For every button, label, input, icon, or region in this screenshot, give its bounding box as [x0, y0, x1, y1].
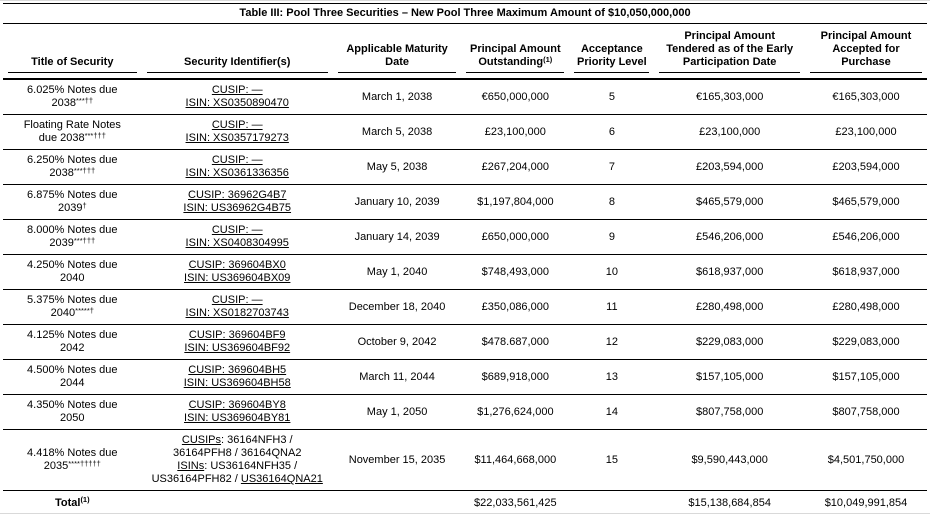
outstanding-cell: €650,000,000 [461, 79, 569, 115]
security-row [3, 325, 927, 360]
total-label-cell: Total$^{(1)}$ [3, 491, 142, 514]
column-header-1 [3, 24, 142, 79]
security-title-cell: 4.125% Notes due 2042 [3, 325, 142, 360]
column-header-label: Principal Amount Tendered as of the Early Participation Date [659, 30, 800, 73]
accepted-cell: £280,498,000 [805, 290, 927, 325]
security-row [3, 360, 927, 395]
identifier-cell: CUSIP: — ISIN: XS0361336356 [142, 150, 333, 185]
outstanding-cell: $478.687,000 [461, 325, 569, 360]
identifier-cell: CUSIP: — ISIN: XS0350890470 [142, 79, 333, 115]
column-header-label: Acceptance Priority Level [574, 43, 649, 73]
tendered-cell: $618,937,000 [654, 255, 805, 290]
security-title-cell: 4.500% Notes due 2044 [3, 360, 142, 395]
total-tendered-cell: $15,138,684,854 [654, 491, 805, 514]
identifier-cell: CUSIP: — ISIN: XS0408304995 [142, 220, 333, 255]
priority-cell: 15 [569, 430, 654, 491]
priority-cell: 10 [569, 255, 654, 290]
security-title-cell: 6.025% Notes due 2038***†† [3, 79, 142, 115]
securities-table [3, 24, 927, 514]
identifier-cell: CUSIP: 369604BF9 ISIN: US369604BF92 [142, 325, 333, 360]
outstanding-cell: $689,918,000 [461, 360, 569, 395]
column-header-4 [461, 24, 569, 79]
accepted-cell: $229,083,000 [805, 325, 927, 360]
column-header-label: Principal Amount Accepted for Purchase [810, 30, 922, 73]
outstanding-cell: £267,204,000 [461, 150, 569, 185]
security-title-cell: Floating Rate Notes due 2038***††† [3, 115, 142, 150]
accepted-cell: €165,303,000 [805, 79, 927, 115]
outstanding-cell: £23,100,000 [461, 115, 569, 150]
tendered-cell: $229,083,000 [654, 325, 805, 360]
column-header-7 [805, 24, 927, 79]
total-identifier-cell [142, 491, 333, 514]
table-body [3, 79, 927, 514]
tendered-cell: £280,498,000 [654, 290, 805, 325]
total-accepted-cell: $10,049,991,854 [805, 491, 927, 514]
maturity-cell: March 5, 2038 [333, 115, 461, 150]
priority-cell: 7 [569, 150, 654, 185]
security-row [3, 79, 927, 115]
identifier-cell: CUSIP: 369604BY8 ISIN: US369604BY81 [142, 395, 333, 430]
total-maturity-cell [333, 491, 461, 514]
outstanding-cell: £350,086,000 [461, 290, 569, 325]
outstanding-cell: £650,000,000 [461, 220, 569, 255]
tendered-cell: $465,579,000 [654, 185, 805, 220]
security-row [3, 185, 927, 220]
accepted-cell: $618,937,000 [805, 255, 927, 290]
security-row [3, 290, 927, 325]
identifier-cell: CUSIP: 36962G4B7 ISIN: US36962G4B75 [142, 185, 333, 220]
security-title-cell: 6.250% Notes due 2038***††† [3, 150, 142, 185]
maturity-cell: October 9, 2042 [333, 325, 461, 360]
priority-cell: 6 [569, 115, 654, 150]
accepted-cell: $465,579,000 [805, 185, 927, 220]
identifier-cell: CUSIP: — ISIN: XS0182703743 [142, 290, 333, 325]
tendered-cell: £23,100,000 [654, 115, 805, 150]
tendered-cell: $9,590,443,000 [654, 430, 805, 491]
identifier-cell: CUSIP: 369604BH5 ISIN: US369604BH58 [142, 360, 333, 395]
identifier-cell: CUSIP: — ISIN: XS0357179273 [142, 115, 333, 150]
accepted-cell: $157,105,000 [805, 360, 927, 395]
priority-cell: 12 [569, 325, 654, 360]
maturity-cell: March 1, 2038 [333, 79, 461, 115]
tendered-cell: £546,206,000 [654, 220, 805, 255]
identifier-cell: CUSIP: 369604BX0 ISIN: US369604BX09 [142, 255, 333, 290]
accepted-cell: £203,594,000 [805, 150, 927, 185]
column-header-6 [654, 24, 805, 79]
outstanding-cell: $1,197,804,000 [461, 185, 569, 220]
header-row [3, 24, 927, 79]
table-title: Table III: Pool Three Securities – New Pool Three Maximum Amount of $10,050,000,000 [3, 3, 927, 24]
security-row [3, 150, 927, 185]
total-row [3, 491, 927, 514]
column-header-5 [569, 24, 654, 79]
identifier-cell: CUSIPs: 36164NFH3 / 36164PFH8 / 36164QNA2 ISINs: US36164NFH35 / US36164PFH82 / US36164QNA21 [142, 430, 333, 491]
security-title-cell: 4.350% Notes due 2050 [3, 395, 142, 430]
security-row [3, 255, 927, 290]
priority-cell: 11 [569, 290, 654, 325]
security-title-cell: 4.250% Notes due 2040 [3, 255, 142, 290]
maturity-cell: January 14, 2039 [333, 220, 461, 255]
tendered-cell: €165,303,000 [654, 79, 805, 115]
maturity-cell: May 1, 2040 [333, 255, 461, 290]
security-title-cell: 4.418% Notes due 2035****††††† [3, 430, 142, 491]
accepted-cell: £23,100,000 [805, 115, 927, 150]
security-row [3, 220, 927, 255]
outstanding-cell: $11,464,668,000 [461, 430, 569, 491]
security-title-cell: 8.000% Notes due 2039***††† [3, 220, 142, 255]
total-outstanding-cell: $22,033,561,425 [461, 491, 569, 514]
priority-cell: 8 [569, 185, 654, 220]
priority-cell: 13 [569, 360, 654, 395]
priority-cell: 9 [569, 220, 654, 255]
column-header-label: Title of Security [8, 56, 137, 73]
priority-cell: 5 [569, 79, 654, 115]
maturity-cell: May 5, 2038 [333, 150, 461, 185]
security-title-cell: 5.375% Notes due 2040*****† [3, 290, 142, 325]
column-header-label: Security Identifier(s) [147, 56, 328, 73]
column-header-label: Principal Amount Outstanding$^{(1)}$ [466, 43, 564, 73]
security-row [3, 395, 927, 430]
maturity-cell: November 15, 2035 [333, 430, 461, 491]
accepted-cell: $807,758,000 [805, 395, 927, 430]
maturity-cell: December 18, 2040 [333, 290, 461, 325]
column-header-label: Applicable Maturity Date [338, 43, 456, 73]
outstanding-cell: $1,276,624,000 [461, 395, 569, 430]
column-header-3 [333, 24, 461, 79]
security-row [3, 115, 927, 150]
security-title-cell: 6.875% Notes due 2039† [3, 185, 142, 220]
accepted-cell: £546,206,000 [805, 220, 927, 255]
tendered-cell: $157,105,000 [654, 360, 805, 395]
priority-cell: 14 [569, 395, 654, 430]
total-priority-cell [569, 491, 654, 514]
security-row [3, 430, 927, 491]
maturity-cell: March 11, 2044 [333, 360, 461, 395]
outstanding-cell: $748,493,000 [461, 255, 569, 290]
tendered-cell: $807,758,000 [654, 395, 805, 430]
accepted-cell: $4,501,750,000 [805, 430, 927, 491]
column-header-2 [142, 24, 333, 79]
maturity-cell: May 1, 2050 [333, 395, 461, 430]
tendered-cell: £203,594,000 [654, 150, 805, 185]
maturity-cell: January 10, 2039 [333, 185, 461, 220]
